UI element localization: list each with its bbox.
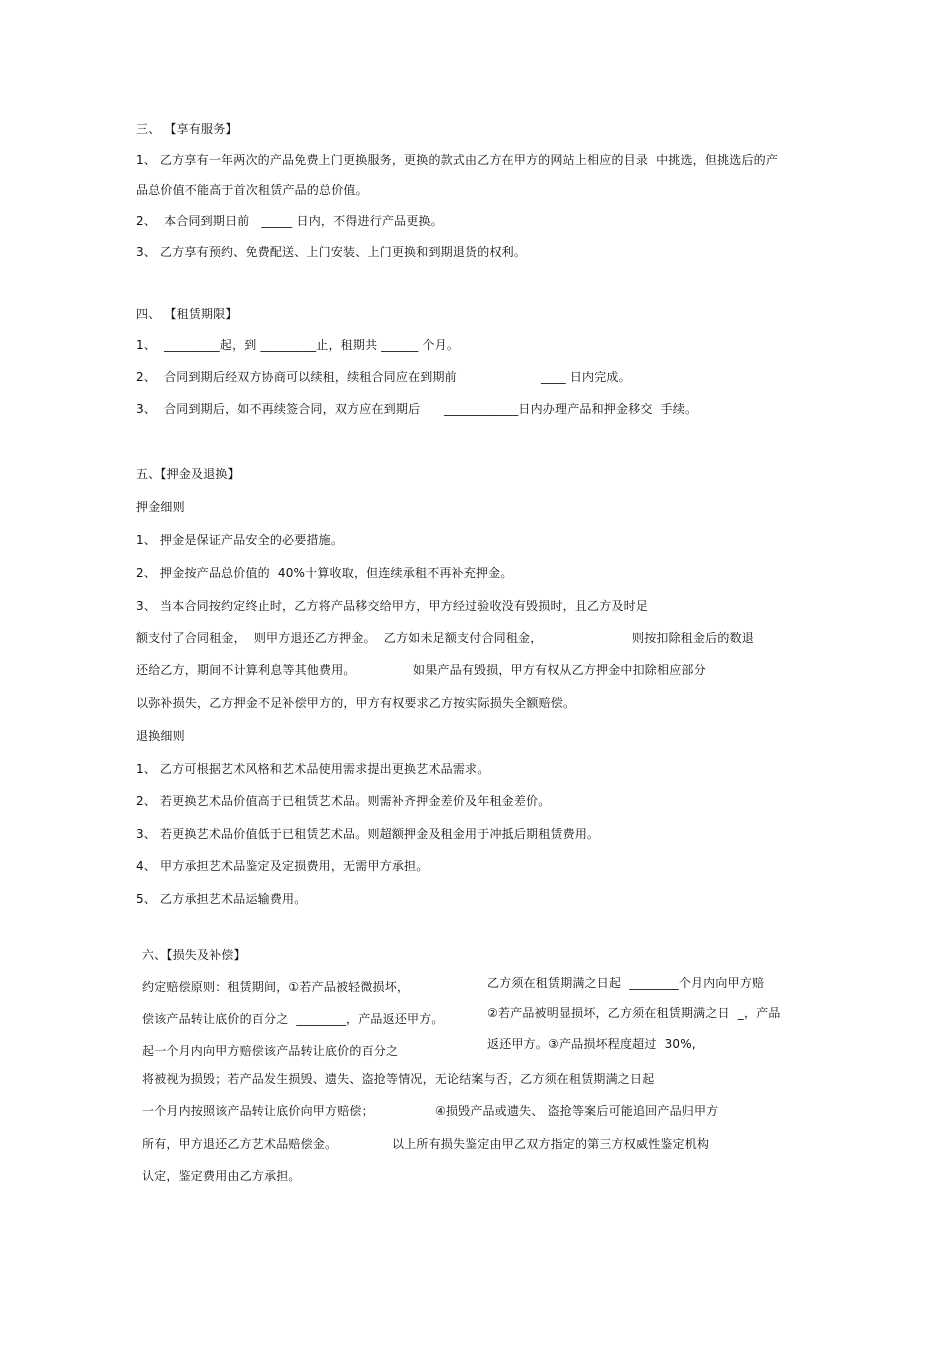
deposit-item-3: 3、 当本合同按约定终止时，乙方将产品移交给甲方，甲方经过验收没有毁损时，且乙方及时足 <box>136 599 649 613</box>
section-3-item-3: 3、 乙方享有预约、免费配送、上门安装、上门更换和到期退货的权利。 <box>136 245 527 259</box>
section-3-item-1: 1、 乙方享有一年两次的产品免费上门更换服务，更换的款式由乙方在甲方的网站上相应的目录 中挑选，但挑选后的产 <box>136 153 779 167</box>
compensation-line-2a: 偿该产品转让底价的百分之 ________，产品返还甲方。 <box>142 1012 444 1026</box>
compensation-line-4: 将被视为损毁；若产品发生损毁、遗失、盗抢等情况，无论结案与否，乙方须在租赁期满之日起 <box>142 1072 655 1086</box>
section-4-heading: 四、 【租赁期限】 <box>136 307 238 321</box>
deposit-item-3-cont-2: 还给乙方，期间不计算利息等其他费用。 <box>136 663 356 677</box>
deposit-item-3-cont-3: 以弥补损失，乙方押金不足补偿甲方的，甲方有权要求乙方按实际损失全额赔偿。 <box>136 696 576 710</box>
section-4-item-2: 2、 合同到期后经双方协商可以续租，续租合同应在到期前 <box>136 370 457 384</box>
exchange-item-4: 4、 甲方承担艺术品鉴定及定损费用，无需甲方承担。 <box>136 859 429 873</box>
deposit-item-3-cont-1b: 则按扣除租金后的数退 <box>632 631 755 645</box>
compensation-line-3b: 返还甲方。③产品损坏程度超过 30%, <box>487 1037 696 1051</box>
exchange-item-2: 2、 若更换艺术品价值高于已租赁艺术品。则需补齐押金差价及年租金差价。 <box>136 794 551 808</box>
deposit-item-2: 2、 押金按产品总价值的 40%十算收取，但连续承租不再补充押金。 <box>136 566 513 580</box>
deposit-rules-subheading: 押金细则 <box>136 500 185 514</box>
section-4-item-2-blank: ____ 日内完成。 <box>541 370 631 384</box>
exchange-item-3: 3、 若更换艺术品价值低于已租赁艺术品。则超额押金及租金用于冲抵后期租赁费用。 <box>136 827 600 841</box>
compensation-line-5b: ④损毁产品或遗失、 盗抢等案后可能追回产品归甲方 <box>435 1104 719 1118</box>
compensation-line-5a: 一个月内按照该产品转让底价向甲方赔偿； <box>142 1104 374 1118</box>
section-3-item-1-cont: 品总价值不能高于首次租赁产品的总价值。 <box>136 183 368 197</box>
section-4-item-1: 1、 _________起，到 _________止，租期共 ______ 个月。 <box>136 338 460 352</box>
exchange-item-5: 5、 乙方承担艺术品运输费用。 <box>136 892 307 906</box>
exchange-item-1: 1、 乙方可根据艺术风格和艺术品使用需求提出更换艺术品需求。 <box>136 762 490 776</box>
deposit-item-3-cont-2b: 如果产品有毁损，甲方有权从乙方押金中扣除相应部分 <box>413 663 706 677</box>
section-4-item-3: 3、 合同到期后，如不再续签合同，双方应在到期后 <box>136 402 421 416</box>
compensation-line-3a: 起一个月内向甲方赔偿该产品转让底价的百分之 <box>142 1044 399 1058</box>
compensation-line-7: 认定，鉴定费用由乙方承担。 <box>142 1169 301 1183</box>
compensation-line-2b: ②若产品被明显损坏，乙方须在租赁期满之日 _，产品 <box>487 1006 781 1020</box>
compensation-line-6a: 所有，甲方退还乙方艺术品赔偿金。 <box>142 1137 338 1151</box>
section-4-item-3-blank: ____________日内办理产品和押金移交 手续。 <box>444 402 698 416</box>
section-5-heading: 五、【押金及退换】 <box>136 467 240 481</box>
section-3-heading: 三、 【享有服务】 <box>136 122 238 136</box>
exchange-rules-subheading: 退换细则 <box>136 729 185 743</box>
compensation-line-1b: 乙方须在租赁期满之日起 ________个月内向甲方赔 <box>487 976 765 990</box>
compensation-line-1a: 约定赔偿原则：租赁期间，①若产品被轻微损坏， <box>142 980 410 994</box>
deposit-item-1: 1、 押金是保证产品安全的必要措施。 <box>136 533 344 547</box>
section-6-heading: 六、【损失及补偿】 <box>142 948 246 962</box>
compensation-line-6b: 以上所有损失鉴定由甲乙双方指定的第三方权威性鉴定机构 <box>392 1137 710 1151</box>
deposit-item-3-cont-1: 额支付了合同租金， 则甲方退还乙方押金。 乙方如未足额支付合同租金， <box>136 631 543 645</box>
section-3-item-2: 2、 本合同到期日前 _____ 日内，不得进行产品更换。 <box>136 214 443 228</box>
